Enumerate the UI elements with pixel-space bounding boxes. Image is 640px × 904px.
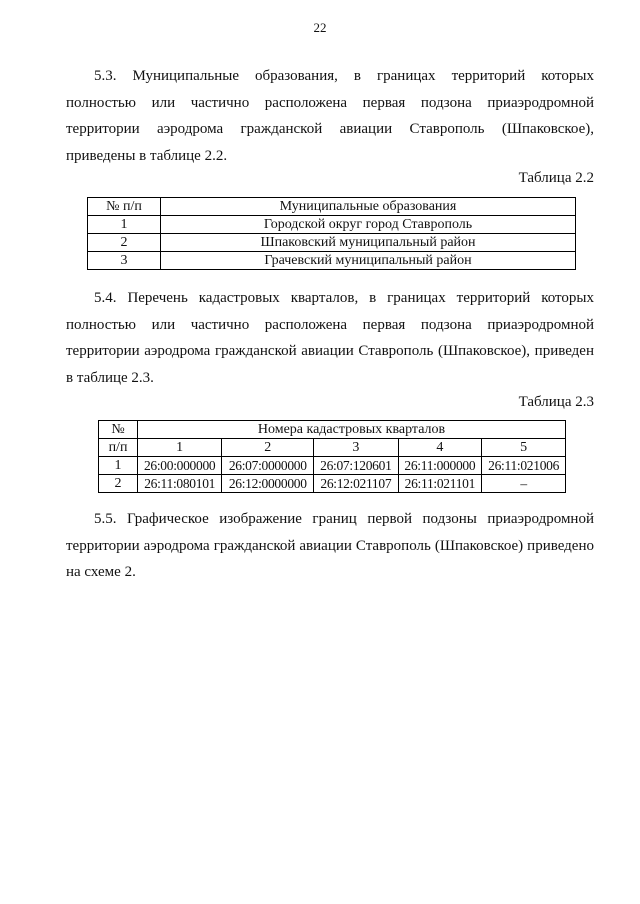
table-row xyxy=(88,234,576,252)
table-row xyxy=(99,457,566,475)
column-header: 5 xyxy=(482,439,566,457)
table-row xyxy=(99,475,566,493)
municipality-name: Городской округ город Ставрополь xyxy=(161,216,576,234)
column-header: 1 xyxy=(138,439,222,457)
column-header: 4 xyxy=(398,439,482,457)
page-number: 22 xyxy=(313,20,327,35)
cadastral-quarter: 26:00:000000 xyxy=(138,457,222,475)
row-number: 2 xyxy=(99,475,138,493)
cadastral-quarter: 26:11:080101 xyxy=(138,475,222,493)
cadastral-quarter: 26:11:021006 xyxy=(482,457,566,475)
column-header-number-top: № xyxy=(99,421,138,439)
table-header-row xyxy=(99,439,566,457)
column-header-municipalities: Муниципальные образования xyxy=(161,198,576,216)
column-header-number: № п/п xyxy=(88,198,161,216)
table-header-row xyxy=(88,198,576,216)
cadastral-quarter: – xyxy=(482,475,566,493)
table-2-3-caption: Таблица 2.3 xyxy=(518,394,594,410)
table-header-row xyxy=(99,421,566,439)
row-number: 1 xyxy=(99,457,138,475)
cadastral-quarter: 26:07:120601 xyxy=(314,457,398,475)
row-number: 1 xyxy=(88,216,161,234)
paragraph-5-4: 5.4. Перечень кадастровых кварталов, в границах территорий которых полностью или частично расположена первая подзона приаэродромной территории аэродрома гражданской авиации Ставрополь (Шпаковское), приведен в таблице 2.3. xyxy=(66,290,594,386)
cadastral-quarter: 26:07:0000000 xyxy=(222,457,314,475)
column-header: 2 xyxy=(222,439,314,457)
table-row xyxy=(88,252,576,270)
cadastral-quarter: 26:11:021101 xyxy=(398,475,482,493)
table-2-2-caption: Таблица 2.2 xyxy=(518,170,594,186)
column-header: 3 xyxy=(314,439,398,457)
table-2-2 xyxy=(87,197,576,270)
cadastral-quarter: 26:12:021107 xyxy=(314,475,398,493)
table-row xyxy=(88,216,576,234)
table-2-3 xyxy=(98,420,566,493)
municipality-name: Шпаковский муниципальный район xyxy=(161,234,576,252)
row-number: 3 xyxy=(88,252,161,270)
cadastral-quarter: 26:11:000000 xyxy=(398,457,482,475)
cadastral-quarter: 26:12:0000000 xyxy=(222,475,314,493)
paragraph-5-3: 5.3. Муниципальные образования, в границах территорий которых полностью или частично расположена первая подзона приаэродромной территории аэродрома гражданской авиации Ставрополь (Шпаковское), приведены в таблице 2.2. xyxy=(66,68,594,164)
row-number: 2 xyxy=(88,234,161,252)
column-group-header-cadastral: Номера кадастровых кварталов xyxy=(138,421,566,439)
municipality-name: Грачевский муниципальный район xyxy=(161,252,576,270)
paragraph-5-5: 5.5. Графическое изображение границ первой подзоны приаэродромной территории аэродрома гражданской авиации Ставрополь (Шпаковское) приведено на схеме 2. xyxy=(66,511,594,580)
column-header-number-bottom: п/п xyxy=(99,439,138,457)
